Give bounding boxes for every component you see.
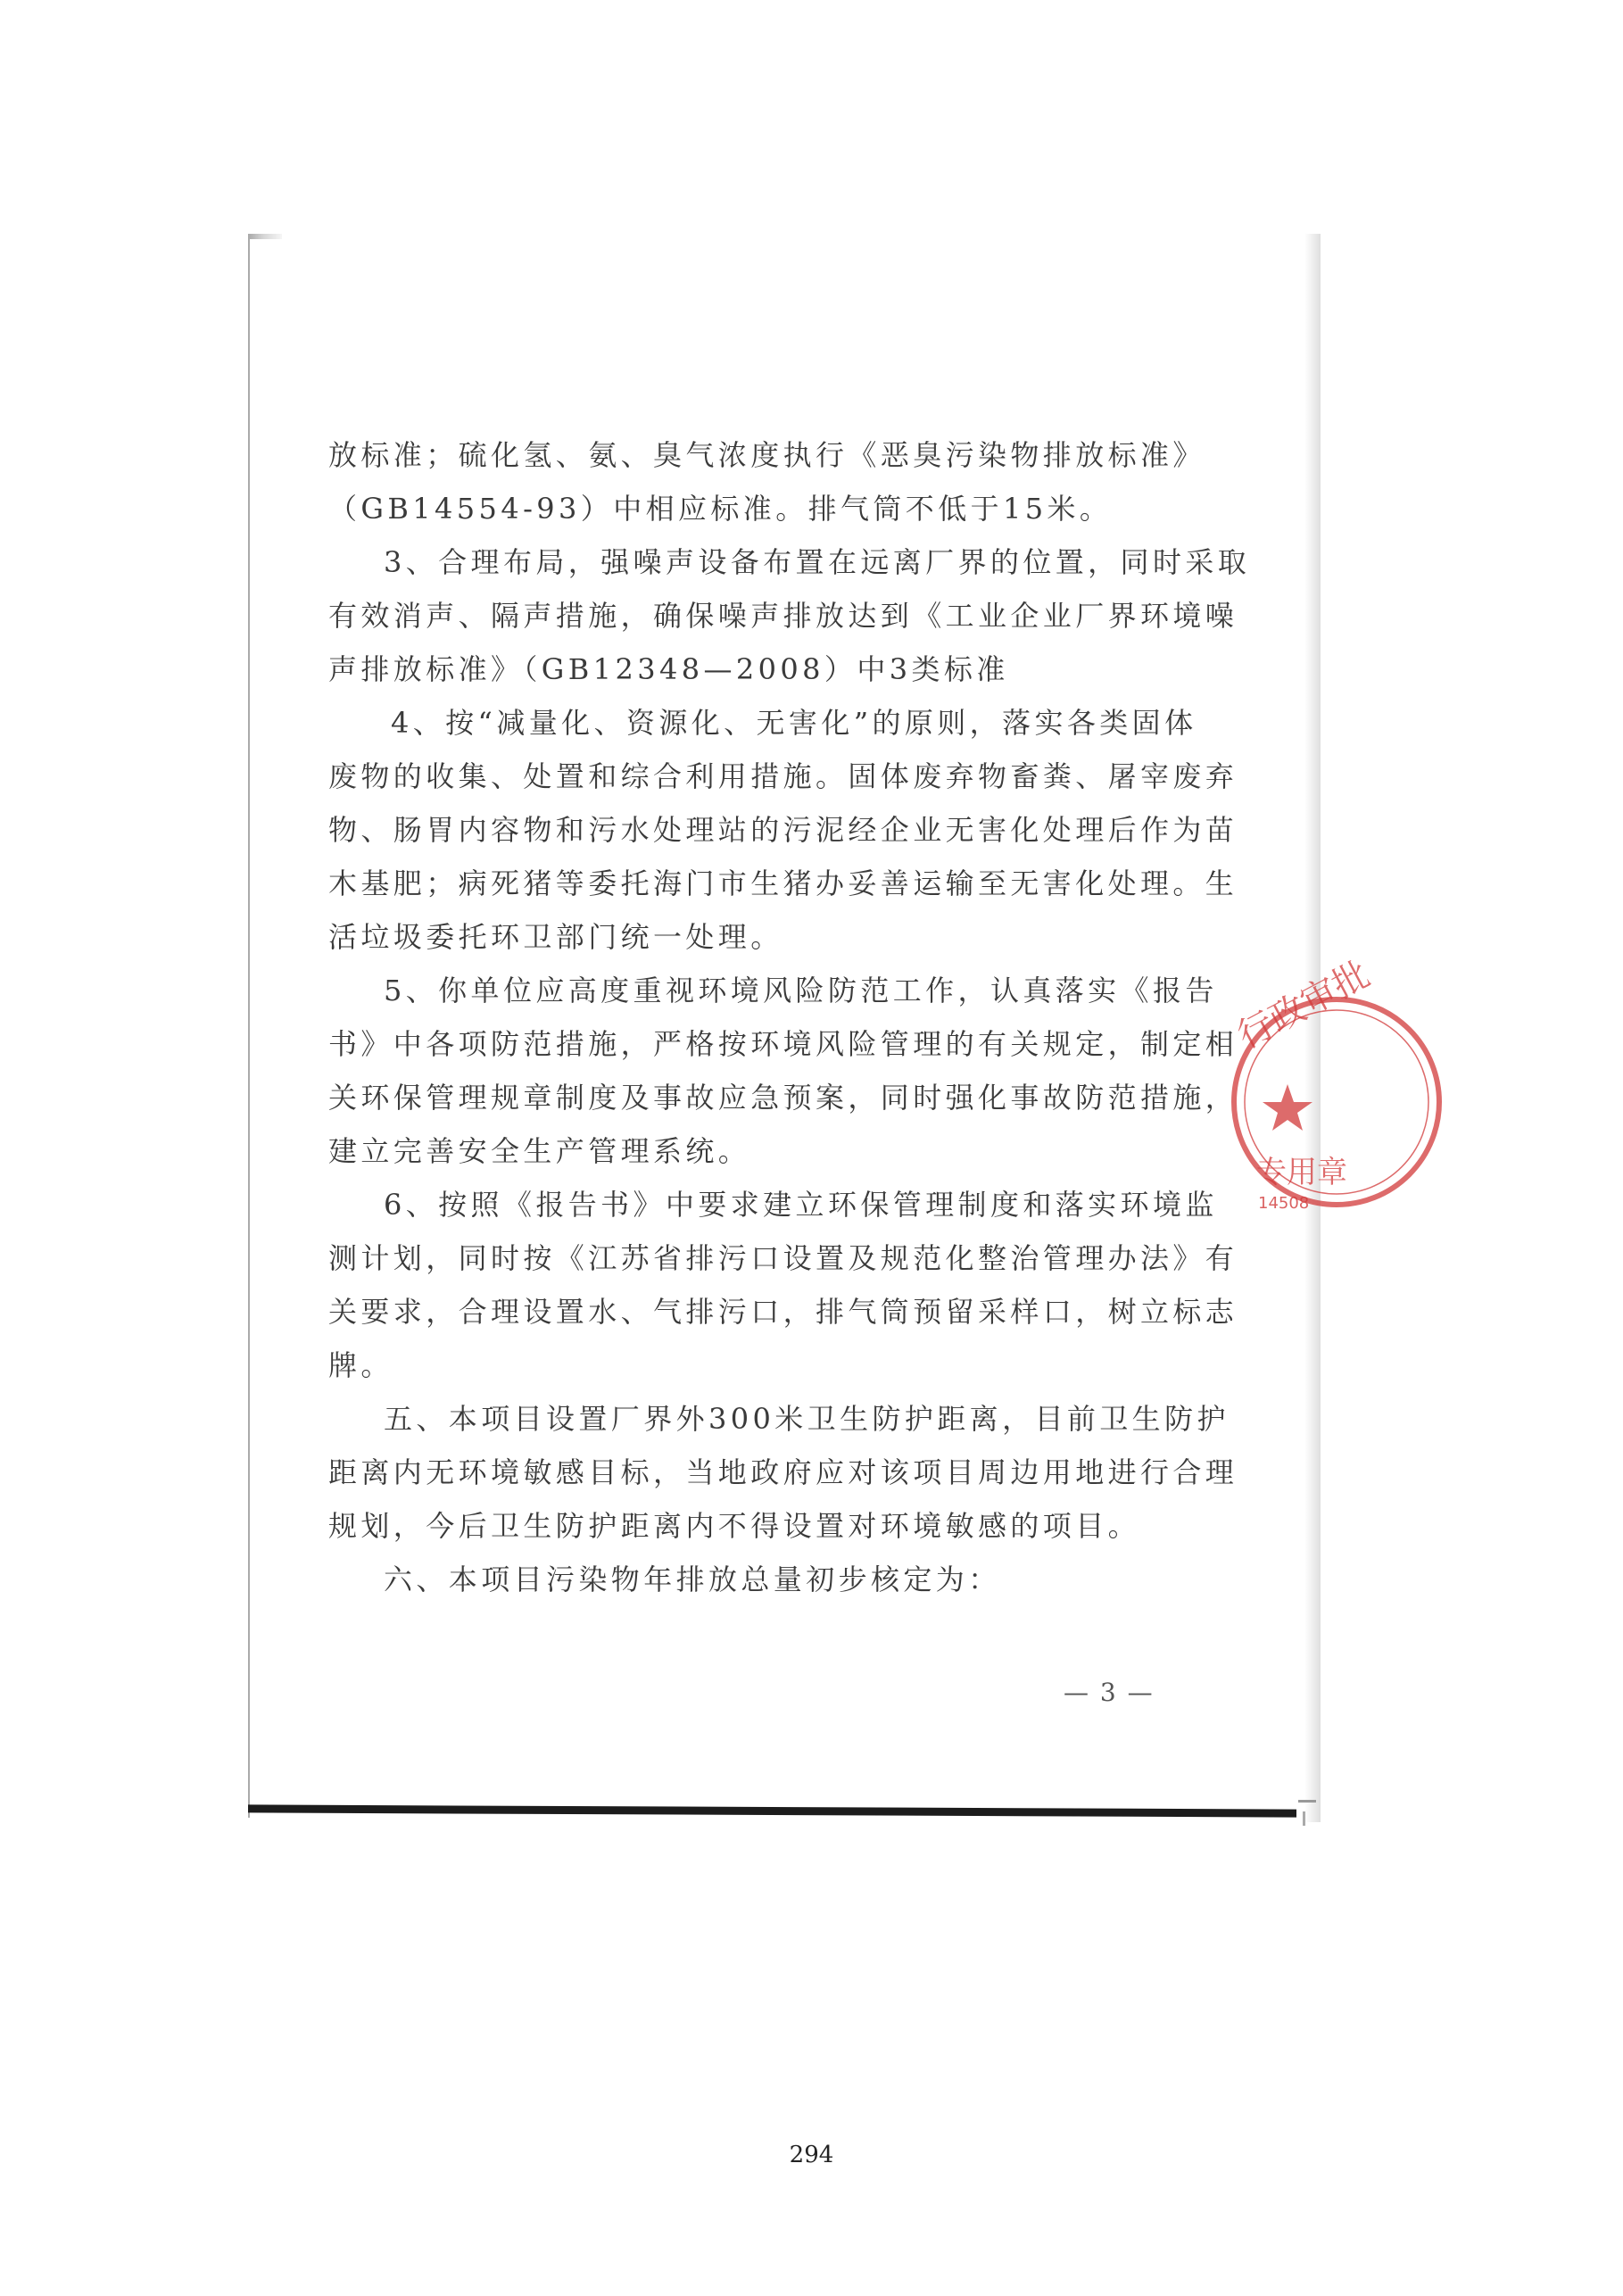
text-line: 有效消声、隔声措施，确保噪声排放达到《工业企业厂界环境噪: [328, 599, 1238, 633]
text-line: 建立完善安全生产管理系统。: [328, 1134, 751, 1168]
scan-corner-mark: [1298, 1800, 1316, 1803]
text-line: 声排放标准》（GB12348—2008）中3类标准: [328, 652, 1009, 686]
text-line: 6、按照《报告书》中要求建立环保管理制度和落实环境监: [384, 1188, 1218, 1222]
text-line: 5、你单位应高度重视环境风险防范工作，认真落实《报告: [384, 974, 1218, 1007]
seal-text-middle: 专用章: [1256, 1155, 1347, 1190]
text-line: 关环保管理规章制度及事故应急预案，同时强化事故防范措施，: [328, 1081, 1238, 1115]
page-marker: — 3 —: [1064, 1678, 1155, 1707]
text-line: 关要求，合理设置水、气排污口，排气筒预留采样口，树立标志: [328, 1295, 1238, 1329]
text-line: 牌。: [328, 1348, 393, 1382]
seal-text-top: 行政审批: [1230, 953, 1377, 1057]
text-line: 4、按“减量化、资源化、无害化”的原则，落实各类固体: [391, 706, 1197, 740]
document-body: [328, 428, 1251, 1606]
seal-code: 14508: [1258, 1194, 1310, 1213]
scan-corner-mark-vertical: [1303, 1811, 1305, 1826]
text-line: 废物的收集、处置和综合利用措施。固体废弃物畜粪、屠宰废弃: [328, 759, 1238, 793]
text-line: 3、合理布局，强噪声设备布置在远离厂界的位置，同时采取: [384, 545, 1251, 579]
text-line: 木基肥；病死猪等委托海门市生猪办妥善运输至无害化处理。生: [328, 866, 1238, 900]
text-line: 书》中各项防范措施，严格按环境风险管理的有关规定，制定相: [328, 1027, 1238, 1061]
official-seal: [1221, 953, 1377, 1231]
text-line: 六、本项目污染物年排放总量初步核定为：: [384, 1562, 1001, 1596]
text-line: 物、肠胃内容物和污水处理站的污泥经企业无害化处理后作为苗: [328, 813, 1238, 847]
text-line: 规划，今后卫生防护距离内不得设置对环境敏感的项目。: [328, 1509, 1141, 1543]
text-line: 活垃圾委托环卫部门统一处理。: [328, 920, 783, 954]
seal-icon: [1221, 953, 1453, 1231]
text-line: 距离内无环境敏感目标，当地政府应对该项目周边用地进行合理: [328, 1455, 1238, 1489]
text-line: 五、本项目设置厂界外300米卫生防护距离，目前卫生防护: [384, 1402, 1230, 1436]
text-line: 测计划，同时按《江苏省排污口设置及规范化整治管理办法》有: [328, 1241, 1238, 1275]
pdf-page-number: 294: [789, 2142, 834, 2168]
text-line: 放标准；硫化氢、氨、臭气浓度执行《恶臭污染物排放标准》: [328, 438, 1205, 472]
text-line: （GB14554-93）中相应标准。排气筒不低于15米。: [328, 492, 1113, 526]
